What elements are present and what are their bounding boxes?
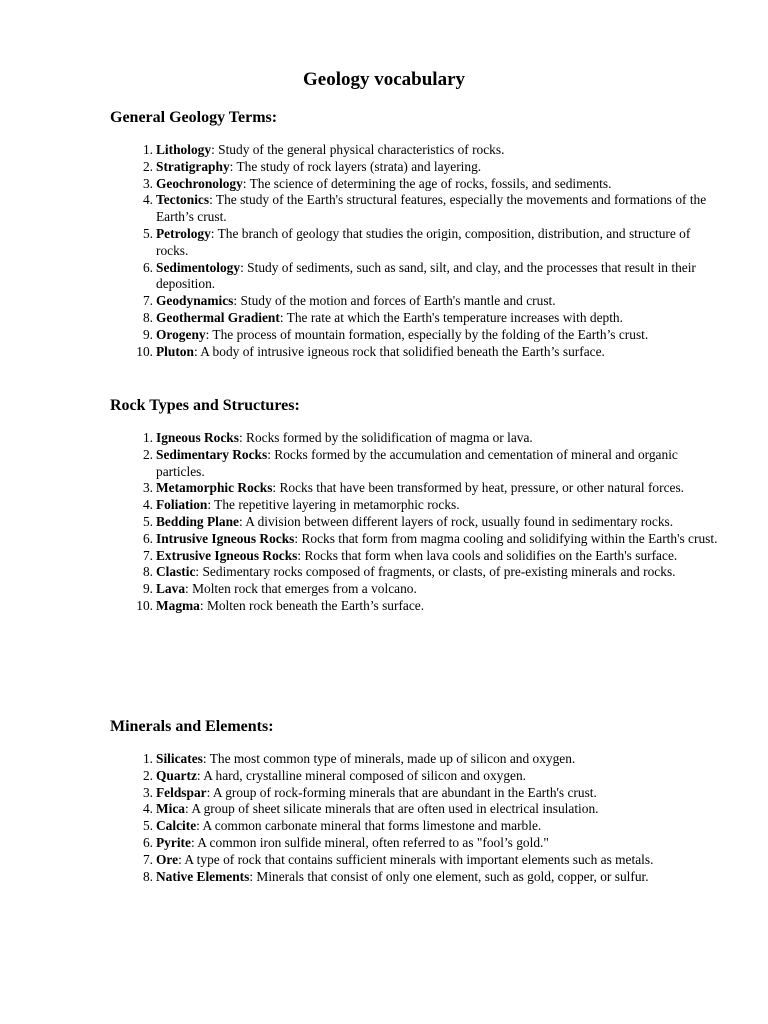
item-definition: : Rocks that form when lava cools and solidifies on the Earth's surface. — [297, 547, 678, 563]
list-item — [110, 327, 720, 344]
item-term: Sedimentology — [156, 259, 241, 275]
item-term: Clastic — [156, 564, 196, 580]
item-number: 3. — [142, 480, 153, 496]
term-list — [110, 142, 720, 360]
section-general-geology-terms — [110, 108, 720, 360]
list-item — [110, 869, 720, 886]
list-item — [110, 598, 720, 615]
item-number: 9. — [142, 581, 153, 597]
item-term: Geothermal Gradient — [156, 309, 280, 325]
item-number: 5. — [142, 818, 153, 834]
item-number: 4. — [142, 497, 153, 513]
item-number: 6. — [142, 834, 153, 850]
item-number: 9. — [142, 326, 153, 342]
list-item — [110, 548, 720, 565]
item-definition: : Molten rock that emerges from a volcano. — [185, 581, 417, 597]
item-definition: : Minerals that consist of only one element, such as gold, copper, or sulfur. — [249, 868, 649, 884]
list-item — [110, 430, 720, 447]
item-term: Stratigraphy — [156, 158, 230, 174]
section-heading: General Geology Terms: — [110, 109, 278, 126]
item-definition: : The process of mountain formation, especially by the folding of the Earth’s crust. — [205, 326, 649, 342]
item-term: Geochronology — [156, 175, 243, 191]
item-number: 2. — [142, 767, 153, 783]
list-item — [110, 785, 720, 802]
item-term: Intrusive Igneous Rocks — [156, 530, 295, 546]
item-definition: : A group of rock-forming minerals that are abundant in the Earth's crust. — [206, 784, 597, 800]
item-definition: : The study of rock layers (strata) and layering. — [229, 158, 482, 174]
item-number: 2. — [142, 158, 153, 174]
item-number: 10. — [136, 597, 153, 613]
item-definition: : A division between different layers of rock, usually found in sedimentary rocks. — [238, 513, 674, 529]
item-definition: : Sedimentary rocks composed of fragments, or clasts, of pre-existing minerals and rocks. — [195, 564, 676, 580]
list-item — [110, 531, 720, 548]
item-term: Lava — [156, 581, 186, 597]
item-definition: : The study of the Earth's structural features, especially the movements and formations of the Earth’s crust. — [156, 192, 707, 225]
list-item — [110, 344, 720, 361]
item-number: 4. — [142, 192, 153, 208]
item-definition: : A body of intrusive igneous rock that solidified beneath the Earth’s surface. — [193, 343, 605, 359]
list-item — [110, 192, 720, 226]
list-item — [110, 564, 720, 581]
item-definition: : The science of determining the age of rocks, fossils, and sediments. — [242, 175, 612, 191]
section-heading: Rock Types and Structures: — [110, 397, 300, 414]
document-title: Geology vocabulary — [302, 69, 466, 90]
item-term: Tectonics — [156, 192, 210, 208]
item-definition: : Rocks that form from magma cooling and solidifying within the Earth's crust. — [294, 530, 718, 546]
list-item — [110, 226, 720, 260]
section-minerals-and-elements — [110, 717, 720, 885]
item-number: 8. — [142, 309, 153, 325]
item-definition: : A group of sheet silicate minerals that are often used in electrical insulation. — [185, 801, 599, 817]
item-number: 6. — [142, 259, 153, 275]
item-term: Pluton — [156, 343, 194, 359]
list-item — [110, 801, 720, 818]
item-term: Feldspar — [156, 784, 207, 800]
item-term: Petrology — [156, 225, 211, 241]
item-term: Lithology — [156, 142, 212, 157]
list-item — [110, 768, 720, 785]
list-item — [110, 514, 720, 531]
list-item — [110, 447, 720, 481]
item-term: Quartz — [156, 767, 197, 783]
item-term: Extrusive Igneous Rocks — [156, 547, 298, 563]
item-definition: : The rate at which the Earth's temperature increases with depth. — [279, 309, 623, 325]
item-number: 2. — [142, 446, 153, 462]
item-number: 1. — [142, 142, 153, 157]
item-number: 1. — [142, 751, 153, 766]
item-term: Magma — [156, 597, 200, 613]
item-term: Foliation — [156, 497, 208, 513]
item-number: 1. — [142, 430, 153, 445]
item-definition: : The repetitive layering in metamorphic rocks. — [207, 497, 460, 513]
list-item — [110, 480, 720, 497]
list-item — [110, 835, 720, 852]
item-definition: : A common carbonate mineral that forms limestone and marble. — [196, 818, 542, 834]
item-term: Geodynamics — [156, 293, 234, 309]
list-item — [110, 581, 720, 598]
list-item — [110, 142, 720, 159]
item-definition: : Rocks formed by the solidification of magma or lava. — [238, 430, 533, 445]
item-number: 8. — [142, 564, 153, 580]
list-item — [110, 159, 720, 176]
item-definition: : A common iron sulfide mineral, often referred to as "fool’s gold." — [190, 834, 549, 850]
item-term: Pyrite — [156, 834, 191, 850]
item-term: Calcite — [156, 818, 197, 834]
item-definition: : Rocks formed by the accumulation and cementation of mineral and organic particles. — [156, 446, 678, 479]
item-number: 7. — [142, 293, 153, 309]
list-item — [110, 293, 720, 310]
section-rock-types-and-structures — [110, 396, 720, 615]
item-number: 7. — [142, 851, 153, 867]
list-item — [110, 310, 720, 327]
term-list — [110, 430, 720, 615]
item-definition: : Rocks that have been transformed by heat, pressure, or other natural forces. — [272, 480, 685, 496]
list-item — [110, 497, 720, 514]
item-term: Orogeny — [156, 326, 206, 342]
item-number: 3. — [142, 175, 153, 191]
item-number: 4. — [142, 801, 153, 817]
list-item — [110, 852, 720, 869]
item-definition: : Study of sediments, such as sand, silt, and clay, and the processes that result in their deposition. — [156, 259, 696, 292]
section-heading: Minerals and Elements: — [110, 718, 274, 735]
list-item — [110, 260, 720, 294]
item-definition: : A hard, crystalline mineral composed of silicon and oxygen. — [196, 767, 527, 783]
list-item — [110, 818, 720, 835]
item-number: 6. — [142, 530, 153, 546]
item-term: Sedimentary Rocks — [156, 446, 268, 462]
item-definition: : The branch of geology that studies the origin, composition, distribution, and structure of rocks. — [156, 225, 691, 258]
item-definition: : Study of the general physical characteristics of rocks. — [211, 142, 505, 157]
item-number: 7. — [142, 547, 153, 563]
item-term: Bedding Plane — [156, 513, 239, 529]
item-definition: : Study of the motion and forces of Earth's mantle and crust. — [233, 293, 556, 309]
item-term: Native Elements — [156, 868, 250, 884]
list-item — [110, 176, 720, 193]
item-number: 8. — [142, 868, 153, 884]
item-term: Silicates — [156, 751, 203, 766]
item-term: Metamorphic Rocks — [156, 480, 273, 496]
list-item — [110, 751, 720, 768]
item-definition: : Molten rock beneath the Earth’s surface. — [199, 597, 425, 613]
item-term: Ore — [156, 851, 179, 867]
term-list — [110, 751, 720, 885]
item-term: Igneous Rocks — [156, 430, 239, 445]
item-number: 3. — [142, 784, 153, 800]
item-definition: : A type of rock that contains sufficient minerals with important elements such as metals. — [178, 851, 654, 867]
item-term: Mica — [156, 801, 185, 817]
item-number: 5. — [142, 513, 153, 529]
item-number: 5. — [142, 225, 153, 241]
item-number: 10. — [136, 343, 153, 359]
item-definition: : The most common type of minerals, made up of silicon and oxygen. — [202, 751, 576, 766]
